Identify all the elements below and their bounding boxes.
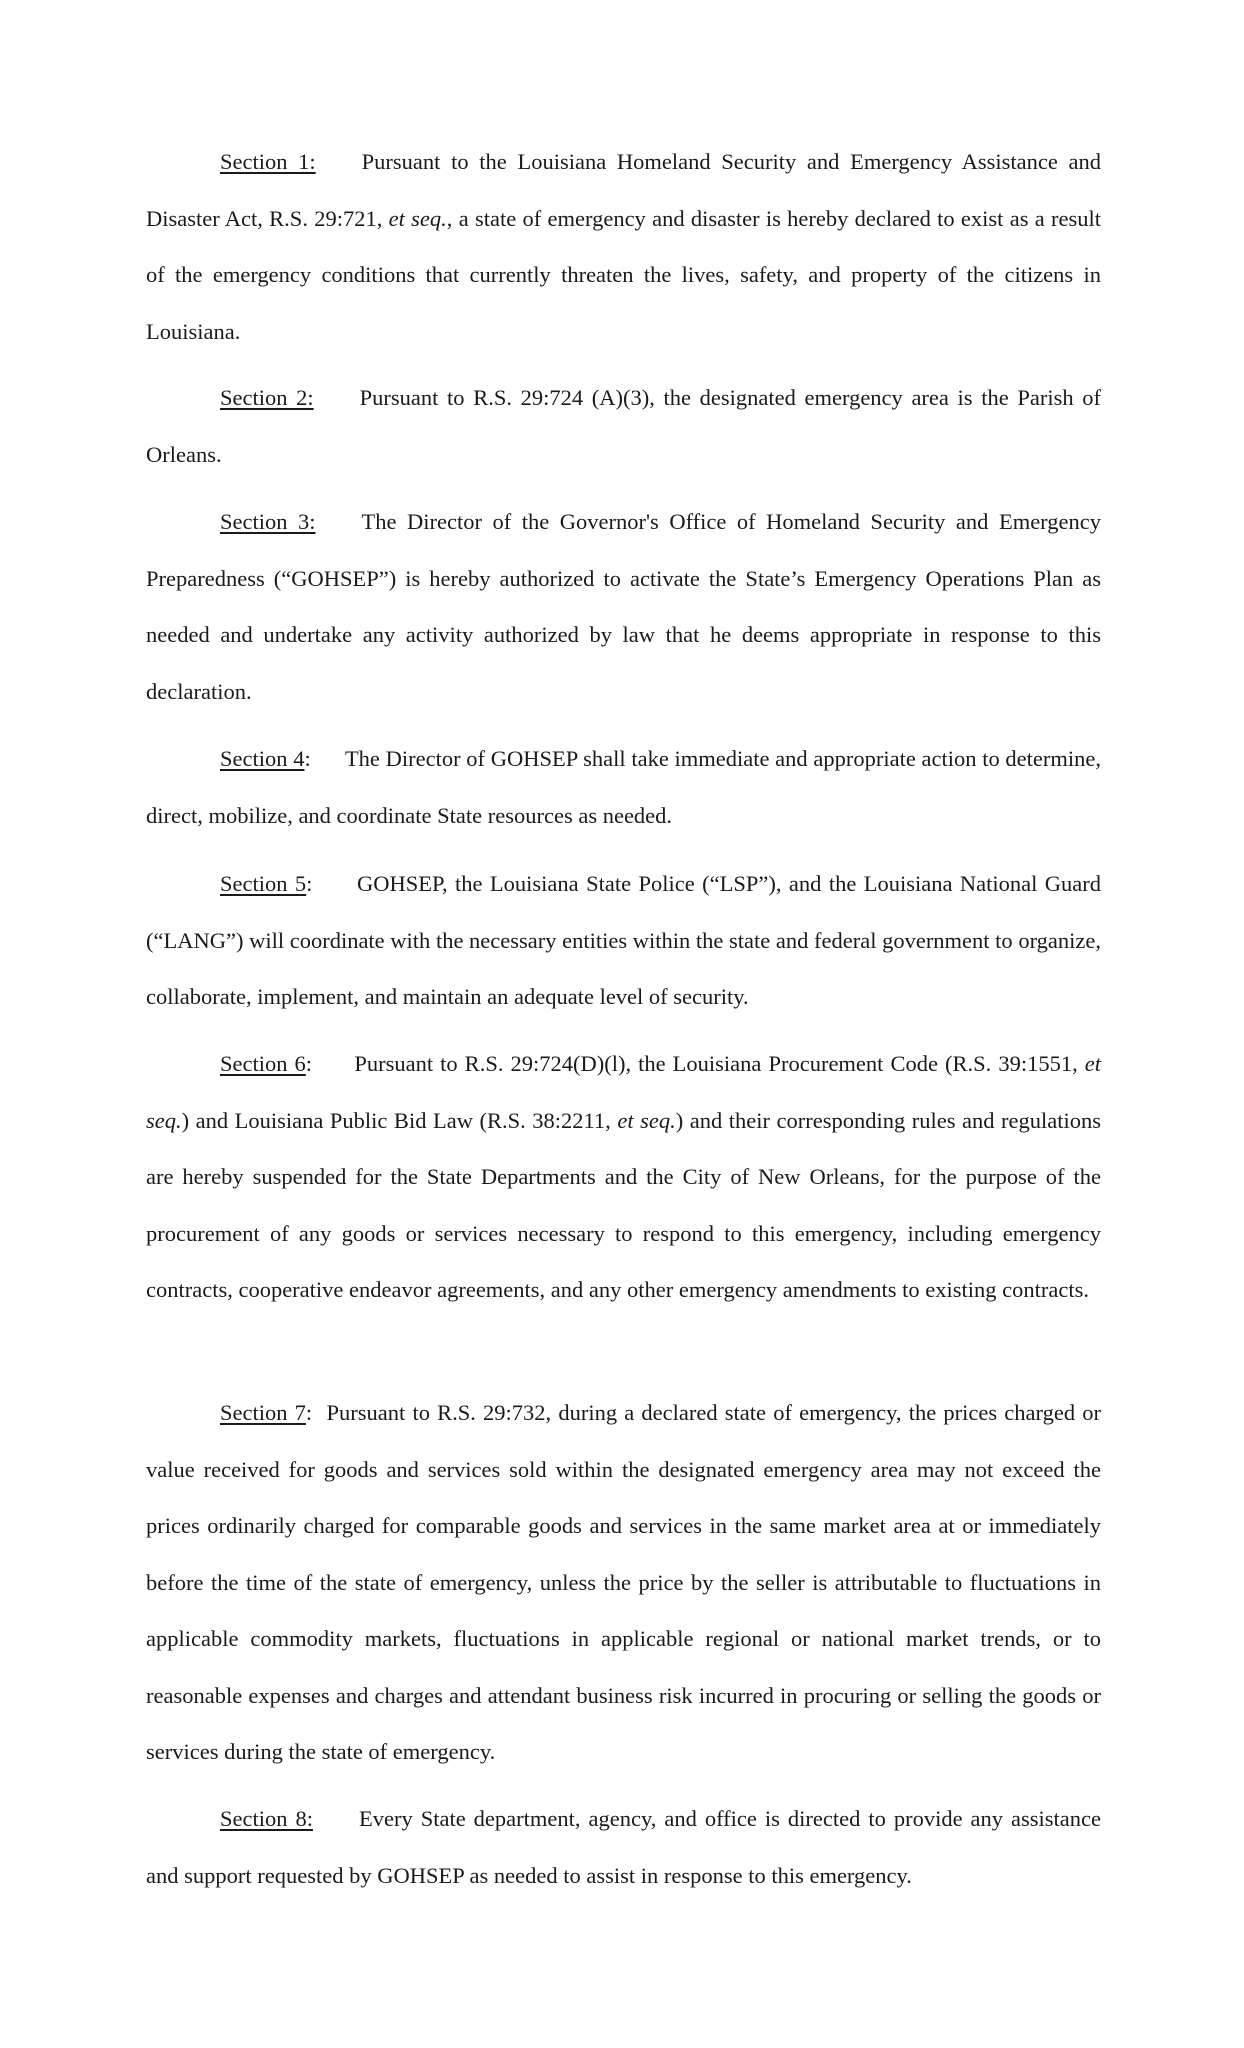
section-6-et-seq-1: et seq. [146,1051,1101,1133]
section-5-label: Section 5 [220,871,307,896]
section-6-text-c: ) and their corresponding rules and regulations are hereby suspended for the State Departments and the City of New Orleans, for the purpose of the procurement of any goods or services necessary to respond to this emergency, including emergency contracts, cooperative endeavor agreements, and any other emergency amendments to existing contracts. [146,1107,1101,1302]
section-8 [146,1791,1101,1904]
section-2 [146,370,1101,483]
section-3 [146,494,1101,720]
section-7-text: : Pursuant to R.S. 29:732, during a declared state of emergency, the prices charged or value received for goods and services sold within the designated emergency area may not exceed the prices ordinarily charged for comparable goods and services in the same market area at or immediately before the time of the state of emergency, unless the price by the seller is attributable to fluctuations in applicable commodity markets, fluctuations in applicable regional or national market trends, or to reasonable expenses and charges and attendant business risk incurred in procuring or selling the goods or services during the state of emergency. [146,1400,1101,1764]
section-1-text-a: Pursuant to the Louisiana Homeland Security and Emergency Assistance and Disaster Act, R.S. 29:721, [146,149,1101,231]
section-1-label: Section 1: [220,149,316,174]
section-4-text: : The Director of GOHSEP shall take immediate and appropriate action to determine, direct, mobilize, and coordinate State resources as needed. [146,746,1101,828]
section-6 [146,1036,1101,1319]
section-5 [146,856,1101,1026]
section-1 [146,134,1101,360]
section-6-text-a: : Pursuant to R.S. 29:724(D)(l), the Louisiana Procurement Code (R.S. 39:1551, [305,1051,1085,1076]
section-4-label: Section 4 [220,746,305,771]
section-4 [146,731,1101,844]
section-7 [146,1385,1101,1781]
section-6-et-seq-2: et seq. [617,1107,676,1133]
section-2-text: Pursuant to R.S. 29:724 (A)(3), the designated emergency area is the Parish of Orleans. [146,385,1101,467]
section-5-text: : GOHSEP, the Louisiana State Police (“LSP”), and the Louisiana National Guard (“LANG”) will coordinate with the necessary entities within the state and federal government to organize, collaborate, implement, and maintain an adequate level of security. [146,871,1101,1009]
section-2-label: Section 2: [220,385,314,410]
section-6-text-b: ) and Louisiana Public Bid Law (R.S. 38:2211, [181,1107,618,1133]
section-1-et-seq: et seq. [388,205,447,231]
section-8-label: Section 8: [220,1806,313,1831]
section-8-text: Every State department, agency, and office is directed to provide any assistance and support requested by GOHSEP as needed to assist in response to this emergency. [146,1806,1101,1888]
section-3-text: The Director of the Governor's Office of Homeland Security and Emergency Preparedness (“GOHSEP”) is hereby authorized to activate the State’s Emergency Operations Plan as needed and undertake any activity authorized by law that he deems appropriate in response to this declaration. [146,509,1101,704]
section-1-text-b: , a state of emergency and disaster is hereby declared to exist as a result of the emergency conditions that currently threaten the lives, safety, and property of the citizens in Louisiana. [146,205,1102,344]
section-6-label: Section 6 [220,1051,306,1076]
section-7-label: Section 7 [220,1400,306,1425]
section-3-label: Section 3: [220,509,316,534]
